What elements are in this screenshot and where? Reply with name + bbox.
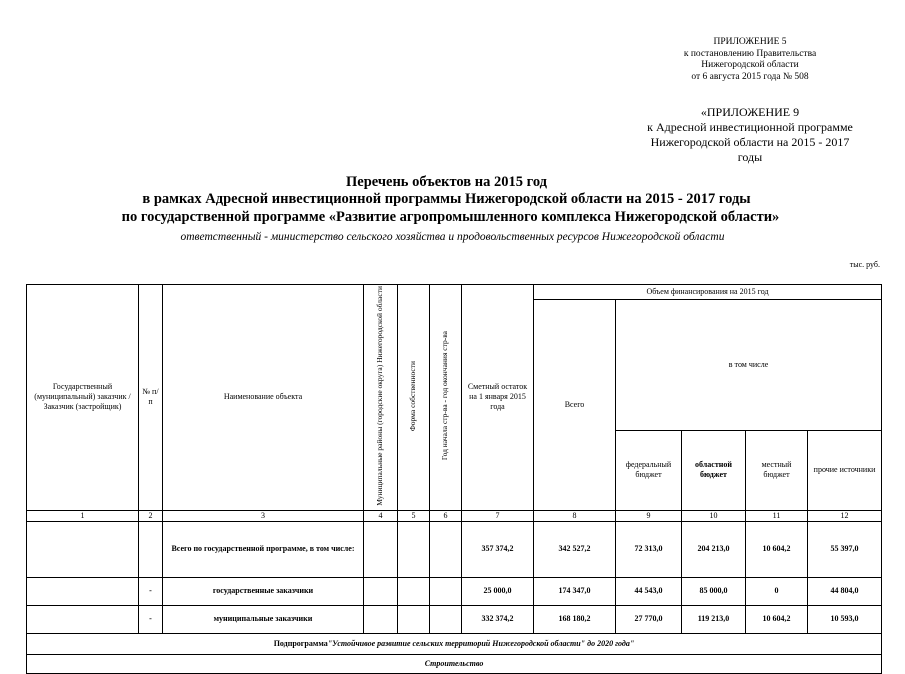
row-label: Всего по государственной программе, в том числе: bbox=[163, 521, 364, 577]
column-number: 12 bbox=[808, 510, 882, 521]
appendix-5-date: от 6 августа 2015 года № 508 bbox=[691, 71, 809, 82]
column-number: 8 bbox=[534, 510, 616, 521]
header-customer: Государственный (муниципальный) заказчик / Заказчик (застройщик) bbox=[27, 285, 139, 511]
cell-estimate: 357 374,2 bbox=[462, 521, 534, 577]
row-dash: - bbox=[139, 605, 163, 633]
header-object-name: Наименование объекта bbox=[163, 285, 364, 511]
document-subtitle: в рамках Адресной инвестиционной программы Нижегородской области на 2015 - 2017 годы bbox=[142, 191, 751, 207]
column-number: 10 bbox=[682, 510, 746, 521]
section-title: Строительство bbox=[27, 654, 882, 673]
cell-local: 10 604,2 bbox=[746, 521, 808, 577]
header-local-budget: местный бюджет bbox=[746, 430, 808, 510]
table-row-state-customers bbox=[27, 577, 882, 605]
header-funding-2015: Объем финансирования на 2015 год bbox=[534, 285, 882, 300]
appendix-5-line: к постановлению Правительства bbox=[683, 48, 817, 59]
subprogram-prefix: Подпрограмма bbox=[273, 638, 328, 648]
cell-federal: 27 770,0 bbox=[616, 605, 682, 633]
table-row-total bbox=[27, 521, 882, 577]
subprogram-name: "Устойчивое развитие сельских территорий Нижегородской области" до 2020 года" bbox=[327, 638, 635, 648]
subprogram-row bbox=[27, 633, 882, 654]
subprogram-title bbox=[27, 633, 882, 654]
column-number: 6 bbox=[430, 510, 462, 521]
header-total: Всего bbox=[534, 300, 616, 511]
column-number: 2 bbox=[139, 510, 163, 521]
program-name: по государственной программе «Развитие агропромышленного комплекса Нижегородской области» bbox=[121, 209, 780, 225]
column-number: 4 bbox=[364, 510, 398, 521]
column-number: 7 bbox=[462, 510, 534, 521]
appendix-9-line: Нижегородской области на 2015 - 2017 bbox=[650, 135, 850, 149]
cell-other: 55 397,0 bbox=[808, 521, 882, 577]
appendix-5-line: Нижегородской области bbox=[701, 60, 799, 70]
cell-estimate: 25 000,0 bbox=[462, 577, 534, 605]
cell-regional: 85 000,0 bbox=[682, 577, 746, 605]
header-ownership: Форма собственности bbox=[398, 285, 430, 511]
cell-total: 174 347,0 bbox=[534, 577, 616, 605]
cell-total: 168 180,2 bbox=[534, 605, 616, 633]
row-dash: - bbox=[139, 577, 163, 605]
cell-federal: 72 313,0 bbox=[616, 521, 682, 577]
appendix-5-title: ПРИЛОЖЕНИЕ 5 bbox=[713, 37, 787, 47]
header-regional-budget: областной бюджет bbox=[682, 430, 746, 510]
appendix-9-block bbox=[600, 105, 900, 165]
appendix-9-line: годы bbox=[737, 150, 763, 164]
column-number: 5 bbox=[398, 510, 430, 521]
section-row bbox=[27, 654, 882, 673]
appendix-5-block bbox=[600, 37, 900, 83]
cell-local: 0 bbox=[746, 577, 808, 605]
column-number: 9 bbox=[616, 510, 682, 521]
cell-regional: 119 213,0 bbox=[682, 605, 746, 633]
cell-total: 342 527,2 bbox=[534, 521, 616, 577]
cell-other: 44 804,0 bbox=[808, 577, 882, 605]
header-construction-years: Год начала стр-ва - год окончания стр-ва bbox=[430, 285, 462, 511]
header-districts: Муниципальные районы (городские округа) Нижегородской области bbox=[364, 285, 398, 511]
row-label: муниципальные заказчики bbox=[163, 605, 364, 633]
appendix-9-line: к Адресной инвестиционной программе bbox=[647, 120, 853, 134]
header-other-sources: прочие источники bbox=[808, 430, 882, 510]
cell-regional: 204 213,0 bbox=[682, 521, 746, 577]
responsible-ministry: ответственный - министерство сельского хозяйства и продовольственных ресурсов Нижегородской области bbox=[180, 231, 725, 243]
appendix-9-title: «ПРИЛОЖЕНИЕ 9 bbox=[700, 105, 800, 119]
table-row-municipal-customers bbox=[27, 605, 882, 633]
column-number: 3 bbox=[163, 510, 364, 521]
cell-local: 10 604,2 bbox=[746, 605, 808, 633]
header-number: № п/п bbox=[139, 285, 163, 511]
header-federal-budget: федеральный бюджет bbox=[616, 430, 682, 510]
column-number: 1 bbox=[27, 510, 139, 521]
column-numbers-row bbox=[27, 510, 882, 521]
document-title: Перечень объектов на 2015 год bbox=[345, 174, 548, 190]
cell-federal: 44 543,0 bbox=[616, 577, 682, 605]
row-label: государственные заказчики bbox=[163, 577, 364, 605]
header-including: в том числе bbox=[616, 300, 882, 431]
cell-other: 10 593,0 bbox=[808, 605, 882, 633]
column-number: 11 bbox=[746, 510, 808, 521]
objects-table bbox=[26, 284, 882, 674]
document-title-block bbox=[0, 174, 905, 247]
cell-estimate: 332 374,2 bbox=[462, 605, 534, 633]
header-estimate-balance: Сметный остаток на 1 января 2015 года bbox=[462, 285, 534, 511]
units-label: тыс. руб. bbox=[849, 260, 880, 269]
